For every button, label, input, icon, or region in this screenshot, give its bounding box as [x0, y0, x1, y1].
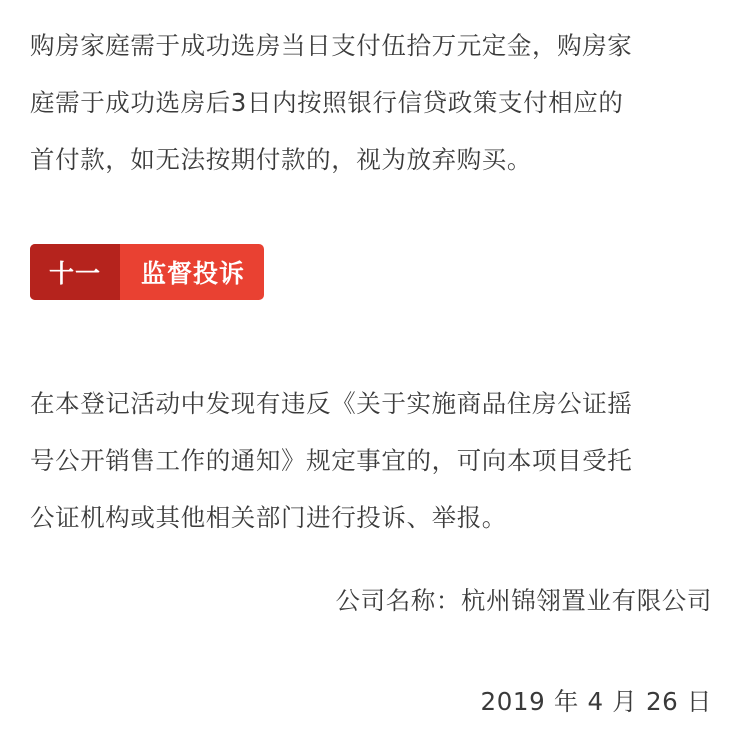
date-month: 4	[587, 687, 604, 716]
section-header-supervision	[30, 244, 264, 300]
section-title: 监督投诉	[141, 259, 246, 288]
date-year: 2019	[480, 687, 546, 716]
date-year-unit: 年	[553, 687, 579, 716]
company-name: 杭州锦翎置业有限公司	[461, 586, 712, 615]
company-signature	[336, 572, 713, 629]
paragraph-line: 公证机构或其他相关部门进行投诉、举报。	[30, 503, 507, 532]
paragraph-line: 在本登记活动中发现有违反《关于实施商品住房公证摇	[30, 389, 633, 418]
company-label: 公司名称：	[335, 586, 461, 615]
date-day: 26	[645, 687, 679, 716]
document-date	[481, 673, 713, 730]
paragraph-line: 号公开销售工作的通知》规定事宜的，可向本项目受托	[30, 446, 633, 475]
paragraph-line: 首付款，如无法按期付款的，视为放弃购买。	[30, 145, 532, 174]
date-month-unit: 月	[612, 687, 638, 716]
section-number: 十一	[48, 259, 101, 288]
date-day-unit: 日	[686, 687, 712, 716]
section-number-block	[30, 244, 120, 300]
payment-terms-paragraph	[30, 17, 714, 188]
complaint-paragraph	[30, 375, 714, 546]
paragraph-line: 庭需于成功选房后3日内按照银行信贷政策支付相应的	[30, 88, 624, 117]
paragraph-line: 购房家庭需于成功选房当日支付伍拾万元定金，购房家	[30, 31, 633, 60]
